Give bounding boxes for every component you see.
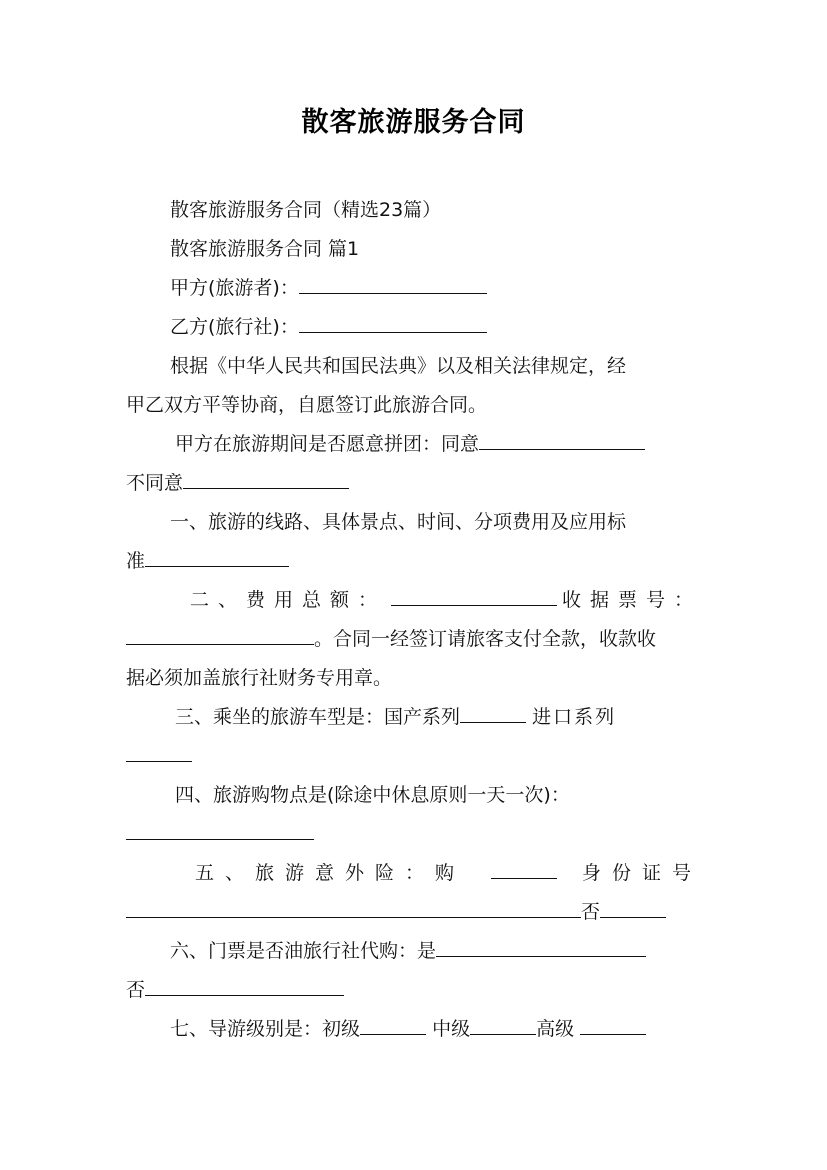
clause-4-line-2 — [126, 818, 702, 850]
clause-1-label: 准 — [126, 550, 146, 572]
party-b-blank — [299, 312, 487, 333]
clause-5-line-2 — [126, 896, 702, 928]
party-a-blank — [299, 273, 487, 294]
clause-4-blank — [126, 819, 314, 840]
clause-1-line-1: 一、旅游的线路、具体景点、时间、分项费用及应用标 — [170, 511, 627, 533]
clause-3-line-2 — [126, 740, 702, 772]
clause-7-senior-blank — [580, 1014, 646, 1035]
clause-2-receipt-label: 收据票号： — [561, 589, 702, 611]
group-line-1 — [175, 428, 702, 460]
clause-2-payment-text: 。合同一经签订请旅客支付全款，收款收 — [314, 628, 657, 650]
subtitle: 散客旅游服务合同（精选23篇） — [170, 199, 442, 221]
party-a-label: 甲方(旅游者)： — [170, 277, 299, 299]
clause-5-line-1 — [195, 857, 702, 889]
clause-7-junior-label: 七、导游级别是：初级 — [170, 1018, 361, 1040]
clause-5-no-label: 否 — [581, 901, 601, 923]
clause-6-yes-label: 六、门票是否油旅行社代购：是 — [170, 940, 437, 962]
intro-line-2: 甲乙双方平等协商，自愿签订此旅游合同。 — [126, 394, 488, 416]
clause-2-line-2 — [126, 623, 702, 655]
clause-5-id-blank — [126, 897, 581, 918]
clause-7-middle-blank — [470, 1014, 536, 1035]
clause-2-total-label: 二、费用总额： — [190, 589, 387, 611]
clause-5-buy-blank — [491, 858, 557, 879]
clause-2-line-1 — [190, 584, 702, 616]
clause-6-line-2 — [126, 974, 702, 1006]
group-line-2 — [126, 467, 702, 499]
group-agree-label: 甲方在旅游期间是否愿意拼团：同意 — [175, 433, 480, 455]
clause-7-junior-blank — [360, 1014, 426, 1035]
clause-2-receipt-blank — [126, 624, 314, 645]
clause-1-line-2 — [126, 545, 702, 577]
clause-3-import-label: 进口系列 — [532, 706, 617, 728]
clause-3-domestic-label: 三、乘坐的旅游车型是：国产系列 — [175, 706, 461, 728]
clause-5-insurance-label: 五、旅游意外险：购 — [195, 862, 466, 884]
clause-3-line-1 — [175, 701, 702, 733]
clause-7-line-1 — [170, 1013, 702, 1045]
clause-3-domestic-blank — [460, 702, 526, 723]
clause-6-yes-blank — [436, 936, 646, 957]
clause-6-line-1 — [170, 935, 702, 967]
clause-7-middle-label: 中级 — [432, 1018, 471, 1040]
clause-7-senior-label: 高级 — [536, 1018, 575, 1040]
clause-6-no-blank — [145, 975, 344, 996]
clause-5-id-label: 身份证号 — [581, 862, 702, 884]
clause-2-line-3: 据必须加盖旅行社财务专用章。 — [126, 667, 393, 689]
party-a-line — [170, 272, 702, 304]
clause-2-total-blank — [391, 585, 557, 606]
clause-4-line-1: 四、旅游购物点是(除途中休息原则一天一次)： — [175, 784, 570, 806]
clause-6-no-label: 否 — [126, 979, 146, 1001]
group-agree-blank — [479, 429, 645, 450]
clause-5-no-blank — [600, 897, 666, 918]
clause-3-import-blank — [126, 741, 192, 762]
party-b-line — [170, 311, 702, 343]
article-heading: 散客旅游服务合同 篇1 — [170, 238, 360, 260]
document-title: 散客旅游服务合同 — [301, 107, 526, 138]
intro-line-1: 根据《中华人民共和国民法典》以及相关法律规定，经 — [170, 355, 627, 377]
group-disagree-blank — [183, 468, 349, 489]
party-b-label: 乙方(旅行社)： — [170, 316, 299, 338]
group-disagree-label: 不同意 — [126, 472, 184, 494]
clause-1-blank — [145, 546, 289, 567]
